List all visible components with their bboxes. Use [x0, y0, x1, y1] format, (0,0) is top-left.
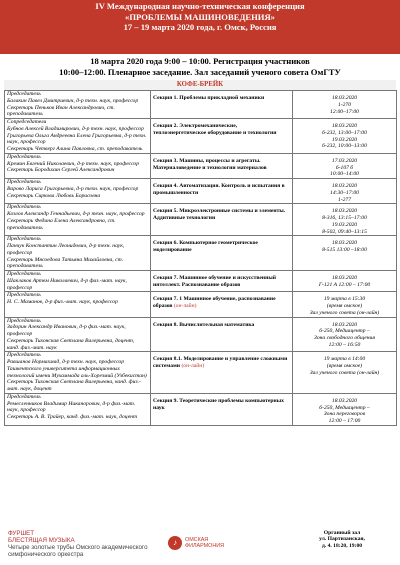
- time-place-cell: [293, 317, 397, 352]
- time-place-line: 6-250, Медиацентр –: [319, 404, 370, 411]
- chair-role-label: Председатель: [7, 153, 41, 160]
- chair-person: Кремин Евгений Николаевич, д-р техн. наук, профессор: [7, 160, 140, 167]
- time-place-line: 18.03.2020: [331, 275, 358, 281]
- chairs-cell: [5, 204, 151, 236]
- chairs-cell: [5, 153, 151, 178]
- time-place-line: 6-107 б: [335, 164, 354, 171]
- footer-music-desc: Четыре золотые трубы Омского академического симфонического оркестра: [8, 544, 148, 558]
- section-title: Секция 4. Автоматизация. Контроль и испытания в промышленности: [153, 183, 285, 196]
- time-place-line: Зал ученого совета (он-лайн): [309, 369, 380, 376]
- time-place-cell: [293, 91, 397, 119]
- chair-person: Балакин Павел Дмитриевич, д-р техн. наук, профессор: [7, 97, 139, 104]
- section-title: Секция 8. Вычислительная математика: [153, 321, 255, 328]
- conference-header: [0, 0, 400, 54]
- time-place-line: 12:00–17:00: [330, 108, 359, 115]
- chairs-cell: [5, 352, 151, 394]
- logo-line-1: ОМСКАЯ: [185, 537, 209, 543]
- section-cell: [151, 393, 293, 425]
- chair-person: Секретарь А. В. Трайер, канд. физ.-мат. наук, доцент: [7, 414, 137, 420]
- section-title: Секция 9. Теоретические проблемы компьютерных наук: [153, 397, 284, 411]
- time-place-cell: [293, 271, 397, 292]
- schedule-table: [4, 90, 397, 426]
- time-place-line: Зал ученого совета (он-лайн): [309, 309, 380, 316]
- time-place-line: 12:00 – 16:50: [328, 341, 361, 348]
- chairs-cell: [5, 119, 151, 154]
- philharmonic-logo: [168, 536, 238, 554]
- time-place-line: 6-250, Медиацентр –: [319, 328, 370, 335]
- venue-street: ул. Партизанская,: [319, 536, 365, 543]
- chair-role-label: Председатель: [7, 204, 41, 211]
- chair-person: Панчук Константин Леонидович, д-р техн. наук, профессор: [7, 243, 125, 256]
- section-title: Секция 7. 1 Машинное обучение, распознавание образов: [153, 296, 276, 309]
- section-title: Секция 8.1. Моделирование и управление сложными системами: [153, 356, 288, 369]
- time-place-line: 18.03.2020: [331, 183, 358, 189]
- philharmonic-emblem-icon: ♪: [168, 536, 182, 550]
- time-place-cell: [293, 179, 397, 204]
- chairs-cell: [5, 236, 151, 271]
- chairs-cell: [5, 179, 151, 204]
- footer: [0, 530, 400, 565]
- time-place-cell: [293, 204, 397, 236]
- schedule-row: [5, 393, 397, 425]
- time-place-cell: [293, 236, 397, 271]
- section-cell: [151, 236, 293, 271]
- time-place-line: (время омское): [326, 303, 363, 309]
- section-title: Секция 3. Машины, процессы и агрегаты. Материаловедение и технологии материалов: [153, 157, 267, 171]
- schedule-row: [5, 271, 397, 292]
- section-title: Секция 6. Компьютерное геометрическое моделирование: [153, 240, 258, 253]
- registration-block: [0, 56, 400, 78]
- footer-buffet: ФУРШЕТ: [8, 530, 35, 537]
- chair-person: Секретарь Федина Елена Александровна, ст. преподаватель: [7, 217, 116, 231]
- time-place-cell: [293, 292, 397, 317]
- time-place-line: Зона переговоров: [323, 411, 366, 418]
- schedule-row: [5, 317, 397, 352]
- time-place-line: 6-232, 13:00–17:00: [322, 129, 367, 136]
- venue-time: д. 4. 18:20, 19:00: [321, 542, 363, 549]
- schedule-body: [5, 91, 397, 426]
- time-place-line: 18.03.2020: [331, 208, 358, 215]
- schedule-row: [5, 179, 397, 204]
- conference-name: «ПРОБЛЕМЫ МАШИНОВЕДЕНИЯ»: [125, 11, 275, 22]
- section-cell: [151, 292, 293, 317]
- conference-title-line: IV Международная научно-техническая конференция: [95, 1, 305, 11]
- logo-line-2: ФИЛАРМОНИЯ: [185, 543, 224, 549]
- schedule-row: [5, 236, 397, 271]
- time-place-line: 18.03.2020: [331, 397, 358, 404]
- chair-person: Варово Лариса Григорьевна, д-р техн. наук, профессор: [7, 185, 139, 192]
- time-place-line: (время омское): [326, 363, 363, 369]
- section-cell: [151, 317, 293, 352]
- chair-role-label: Председатель: [7, 292, 41, 299]
- section-cell: [151, 119, 293, 154]
- online-note: (он-лайн): [173, 303, 197, 309]
- time-place-line: 18.03.2020: [331, 95, 358, 101]
- chair-person: Секретарь Пеньков Иван Александрович, ст. преподаватель: [7, 104, 115, 118]
- time-place-line: 1-270: [337, 101, 352, 108]
- section-title: Секция 2. Электромеханические, теплоэнергетическое оборудование и технологии: [153, 123, 277, 136]
- time-place-line: 8-316, 13:15–17:00: [322, 215, 367, 221]
- time-place-cell: [293, 119, 397, 154]
- schedule-row: [5, 352, 397, 394]
- chairs-cell: [5, 292, 151, 317]
- chair-role-label: Председатель: [7, 236, 41, 243]
- chair-person: Секретарь Тихонская Светлана Валерьевна, канд. физ.-мат. наук, доцент: [7, 379, 141, 392]
- chair-person: Козлов Александр Геннадьевич, д-р техн. наук, профессор: [7, 211, 145, 217]
- time-place-line: 14:30–17:00: [330, 189, 359, 196]
- time-place-line: 19 марта в 14:00: [323, 356, 366, 363]
- section-cell: [151, 204, 293, 236]
- chair-person: Секретарь Четверг Алина Павловна, ст. преподаватель: [7, 146, 143, 152]
- chair-role-label: Председатель: [7, 352, 41, 359]
- chairs-cell: [5, 317, 151, 352]
- chair-person: Н. С. Маманов, д-р физ.-мат. наук, профессор: [7, 299, 118, 305]
- venue-name: Органный зал: [323, 530, 361, 536]
- time-place-line: 18.03.2020: [331, 123, 358, 129]
- time-place-line: 10:00–14:00: [330, 171, 359, 178]
- chair-person: Секретарь Мясоедова Татьяна Михайловна, ст. преподаватель: [7, 256, 124, 270]
- section-title: Секция 1. Проблемы прикладной механики: [153, 95, 265, 101]
- schedule-row: [5, 204, 397, 236]
- chair-person: Секретарь Тихонская Светлана Валерьевна, доцент, канд. физ.-мат. наук: [7, 337, 135, 351]
- conference-dates: 17 – 19 марта 2020 года, г. Омск, Россия: [123, 22, 277, 33]
- time-place-line: 18.03.2020: [331, 240, 358, 247]
- footer-event-info: [8, 530, 158, 558]
- registration-line: 18 марта 2020 года 9:00 – 10:00. Регистрация участников: [90, 56, 310, 66]
- chairs-cell: [5, 393, 151, 425]
- section-cell: [151, 179, 293, 204]
- time-place-line: Зона свободного общения: [314, 335, 375, 341]
- schedule-row: [5, 119, 397, 154]
- chair-person: Григорьева Ольга Андреевна Елена Григорьевна, д-р техн. наук, профессор: [7, 132, 147, 146]
- time-place-cell: [293, 153, 397, 178]
- time-place-line: 19.03.2020: [331, 221, 358, 228]
- time-place-line: 19 марта в 15:30: [323, 296, 366, 303]
- chair-person: Шаклаков Артем Николаевич, д-р физ.-мат. наук, профессор: [7, 277, 127, 291]
- time-place-line: 6-232, 10:00–13:00: [322, 143, 367, 150]
- time-place-line: 8-502, 09:40–13:15: [322, 228, 367, 235]
- chair-person: Равшанов Нормахмад, д-р техн. наук, профессор Ташкентского университета информационных технологий имени Мухаммада аль-Хорезмий (Узбекистан): [7, 359, 147, 379]
- chair-person: Секретарь Сиркова Любовь Борисовна: [7, 192, 101, 199]
- time-place-line: 12:00 – 17:00: [328, 418, 361, 424]
- time-place-line: 17.03.2020: [331, 157, 358, 164]
- chairs-cell: [5, 271, 151, 292]
- section-cell: [151, 153, 293, 178]
- section-title: Секция 7. Машинное обучение и искусственный интеллект. Распознавание образов: [153, 275, 276, 288]
- section-cell: [151, 271, 293, 292]
- time-place-line: 19.03.2020: [331, 136, 358, 143]
- time-place-cell: [293, 352, 397, 394]
- chair-person: Бубнов Алексей Владимирович, д-р техн. наук, профессор: [7, 125, 144, 132]
- time-place-line: 8-515 13:00 –18:00: [322, 247, 367, 253]
- time-place-line: Г-121 А 12:00 – 17:00: [318, 281, 371, 288]
- schedule-row: [5, 292, 397, 317]
- time-place-line: 1-277: [337, 196, 352, 203]
- chair-role-label: Председатель: [7, 91, 41, 97]
- footer-music-title: БЛЕСТЯЩАЯ МУЗЫКА: [8, 537, 75, 544]
- schedule-row: [5, 91, 397, 119]
- section-title: Секция 5. Микроэлектронные системы и элементы. Аддитивные технологии: [153, 208, 286, 221]
- chair-role-label: Председатель: [7, 179, 41, 185]
- time-place-line: 18.03.2020: [331, 321, 358, 328]
- chair-role-label: Председатель: [7, 271, 41, 277]
- coffee-break-banner: КОФЕ-БРЕЙК: [4, 80, 396, 90]
- schedule-row: [5, 153, 397, 178]
- footer-venue: [292, 530, 392, 549]
- plenary-line: 10:00–12:00. Пленарное заседание. Зал заседаний ученого совета ОмГТУ: [59, 66, 341, 77]
- section-cell: [151, 91, 293, 119]
- online-note: (он-лайн): [181, 363, 205, 369]
- chair-person: Задорин Александр Иванович, д-р физ.-мат. наук, профессор: [7, 324, 126, 337]
- chair-role-label: Председатель: [7, 393, 41, 400]
- section-cell: [151, 352, 293, 394]
- time-place-cell: [293, 393, 397, 425]
- chair-role-label: Председатель: [7, 317, 41, 324]
- chairs-cell: [5, 91, 151, 119]
- chair-person: Ремесленников Владимир Никанорович, д-р физ.-мат. наук, профессор: [7, 400, 136, 414]
- chair-person: Секретарь Бородихин Сергей Александрович: [7, 167, 115, 174]
- chair-role-label: Сопредседатели: [7, 119, 47, 125]
